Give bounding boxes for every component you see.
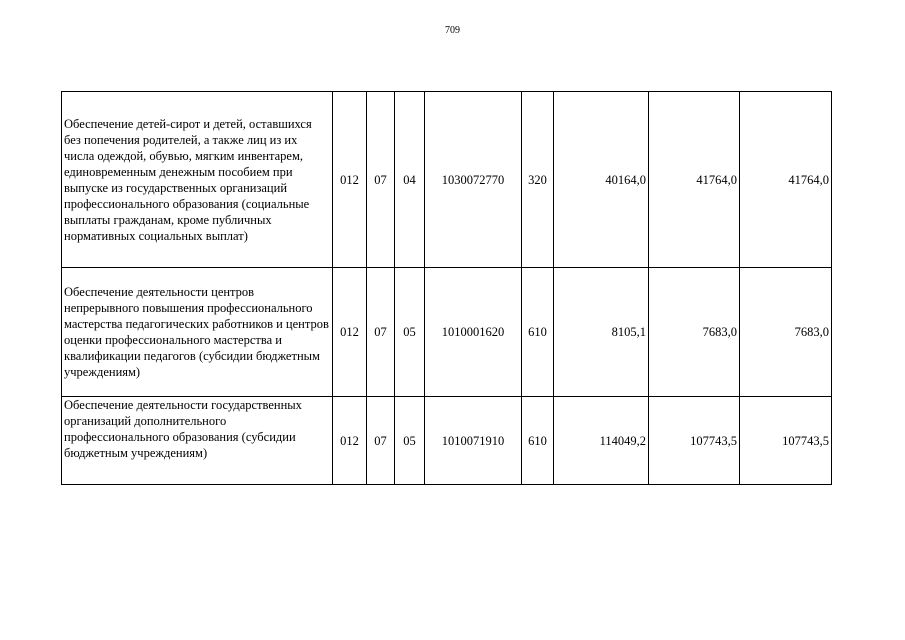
- expense-type-code: 610: [522, 268, 554, 397]
- amount-1: 8105,1: [554, 268, 649, 397]
- page-number: 709: [445, 25, 460, 36]
- expense-type-code: 610: [522, 397, 554, 485]
- amount-3: 107743,5: [740, 397, 832, 485]
- table-row: [62, 92, 832, 268]
- row-description: Обеспечение детей-сирот и детей, оставшихся без попечения родителей, а также лиц из их числа одеждой, обувью, мягким инвентарем, единовременным денежным пособием при выпуске из государственных организаций профессионального образования (социальные выплаты гражданам, кроме публичных нормативных социальных выплат): [62, 92, 333, 268]
- section-code: 07: [367, 397, 395, 485]
- subsection-code: 05: [395, 397, 425, 485]
- section-code: 07: [367, 268, 395, 397]
- ministry-code: 012: [333, 397, 367, 485]
- table-row: [62, 397, 832, 485]
- subsection-code: 04: [395, 92, 425, 268]
- expense-type-code: 320: [522, 92, 554, 268]
- amount-3: 7683,0: [740, 268, 832, 397]
- target-article-code: 1010071910: [425, 397, 522, 485]
- row-description: Обеспечение деятельности государственных организаций дополнительного профессионального образования (субсидии бюджетным учреждениям): [62, 397, 333, 485]
- table-row: [62, 268, 832, 397]
- ministry-code: 012: [333, 268, 367, 397]
- amount-2: 107743,5: [649, 397, 740, 485]
- subsection-code: 05: [395, 268, 425, 397]
- row-description: Обеспечение деятельности центров непрерывного повышения профессионального мастерства педагогических работников и центров оценки профессионального мастерства и квалификации педагогов (субсидии бюджетным учреждениям): [62, 268, 333, 397]
- ministry-code: 012: [333, 92, 367, 268]
- amount-3: 41764,0: [740, 92, 832, 268]
- amount-2: 41764,0: [649, 92, 740, 268]
- budget-table: [61, 91, 832, 485]
- amount-1: 114049,2: [554, 397, 649, 485]
- target-article-code: 1030072770: [425, 92, 522, 268]
- amount-2: 7683,0: [649, 268, 740, 397]
- amount-1: 40164,0: [554, 92, 649, 268]
- target-article-code: 1010001620: [425, 268, 522, 397]
- section-code: 07: [367, 92, 395, 268]
